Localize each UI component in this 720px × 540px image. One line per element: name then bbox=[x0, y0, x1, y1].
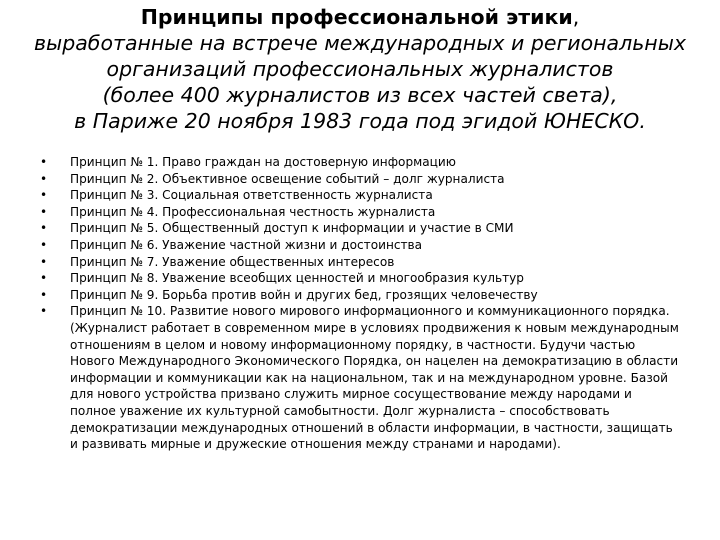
list-item bbox=[40, 237, 680, 254]
bullet-icon: • bbox=[40, 204, 48, 219]
list-item-text: Принцип № 4. Профессиональная честность журналиста bbox=[70, 204, 436, 219]
list-item-text: Принцип № 6. Уважение частной жизни и достоинства bbox=[70, 237, 423, 252]
bullet-icon: • bbox=[40, 287, 48, 302]
title-line-1 bbox=[20, 4, 700, 30]
title-main-text: Принципы профессиональной этики bbox=[140, 5, 573, 29]
list-item bbox=[40, 171, 680, 188]
list-item bbox=[40, 204, 680, 221]
list-item bbox=[40, 187, 680, 204]
bullet-icon: • bbox=[40, 237, 48, 252]
list-item bbox=[40, 270, 680, 287]
bullet-icon: • bbox=[40, 221, 48, 236]
list-item-text: Принцип № 5. Общественный доступ к информации и участие в СМИ bbox=[70, 221, 514, 236]
bullet-icon: • bbox=[40, 155, 48, 169]
list-item-text: Принцип № 8. Уважение всеобщих ценностей и многообразия культур bbox=[70, 271, 524, 286]
bullet-icon: • bbox=[40, 188, 48, 203]
list-item-text: Принцип № 2. Объективное освещение событий – долг журналиста bbox=[70, 171, 505, 186]
principles-list bbox=[40, 154, 680, 453]
list-item bbox=[40, 303, 680, 452]
slide-title bbox=[20, 4, 700, 134]
list-item-text: Принцип № 3. Социальная ответственность журналиста bbox=[70, 188, 433, 203]
list-item-text: Принцип № 1. Право граждан на достоверную информацию bbox=[70, 155, 456, 169]
list-item bbox=[40, 287, 680, 304]
title-line-4: (более 400 журналистов из всех частей света), bbox=[102, 83, 618, 107]
list-item bbox=[40, 154, 680, 171]
bullet-icon: • bbox=[40, 304, 48, 319]
list-item bbox=[40, 220, 680, 237]
list-item-text: Принцип № 9. Борьба против войн и других бед, грозящих человечеству bbox=[70, 287, 538, 302]
title-line-5: в Париже 20 ноября 1983 года под эгидой ЮНЕСКО. bbox=[74, 109, 646, 133]
title-line-3: организаций профессиональных журналистов bbox=[106, 57, 614, 81]
list-item bbox=[40, 254, 680, 271]
title-comma: , bbox=[572, 5, 580, 29]
bullet-icon: • bbox=[40, 254, 48, 269]
title-line-2: выработанные на встрече международных и региональных bbox=[33, 31, 687, 55]
bullet-icon: • bbox=[40, 271, 48, 286]
list-item-text: Принцип № 10. Развитие нового мирового информационного и коммуникационного порядка. (Журналист работает в современном мире в условиях продвижения к новым международным отношениям в целом и новому информационному порядку, в частности. Будучи частью Нового Международного Экономического Порядка, он нацелен на демократизацию в области информации и коммуникации как на национальном, так и на международном уровне. Базой для нового устройства призвано служить мирное сосуществование между народами и полное уважение их культурной самобытности. Долг журналиста – способствовать демократизации международных отношений в области информации, в частности, защищать и развивать мирные и дружеские отношения между странами и народами). bbox=[70, 304, 679, 452]
list-item-text: Принцип № 7. Уважение общественных интересов bbox=[70, 254, 395, 269]
bullet-icon: • bbox=[40, 171, 48, 186]
